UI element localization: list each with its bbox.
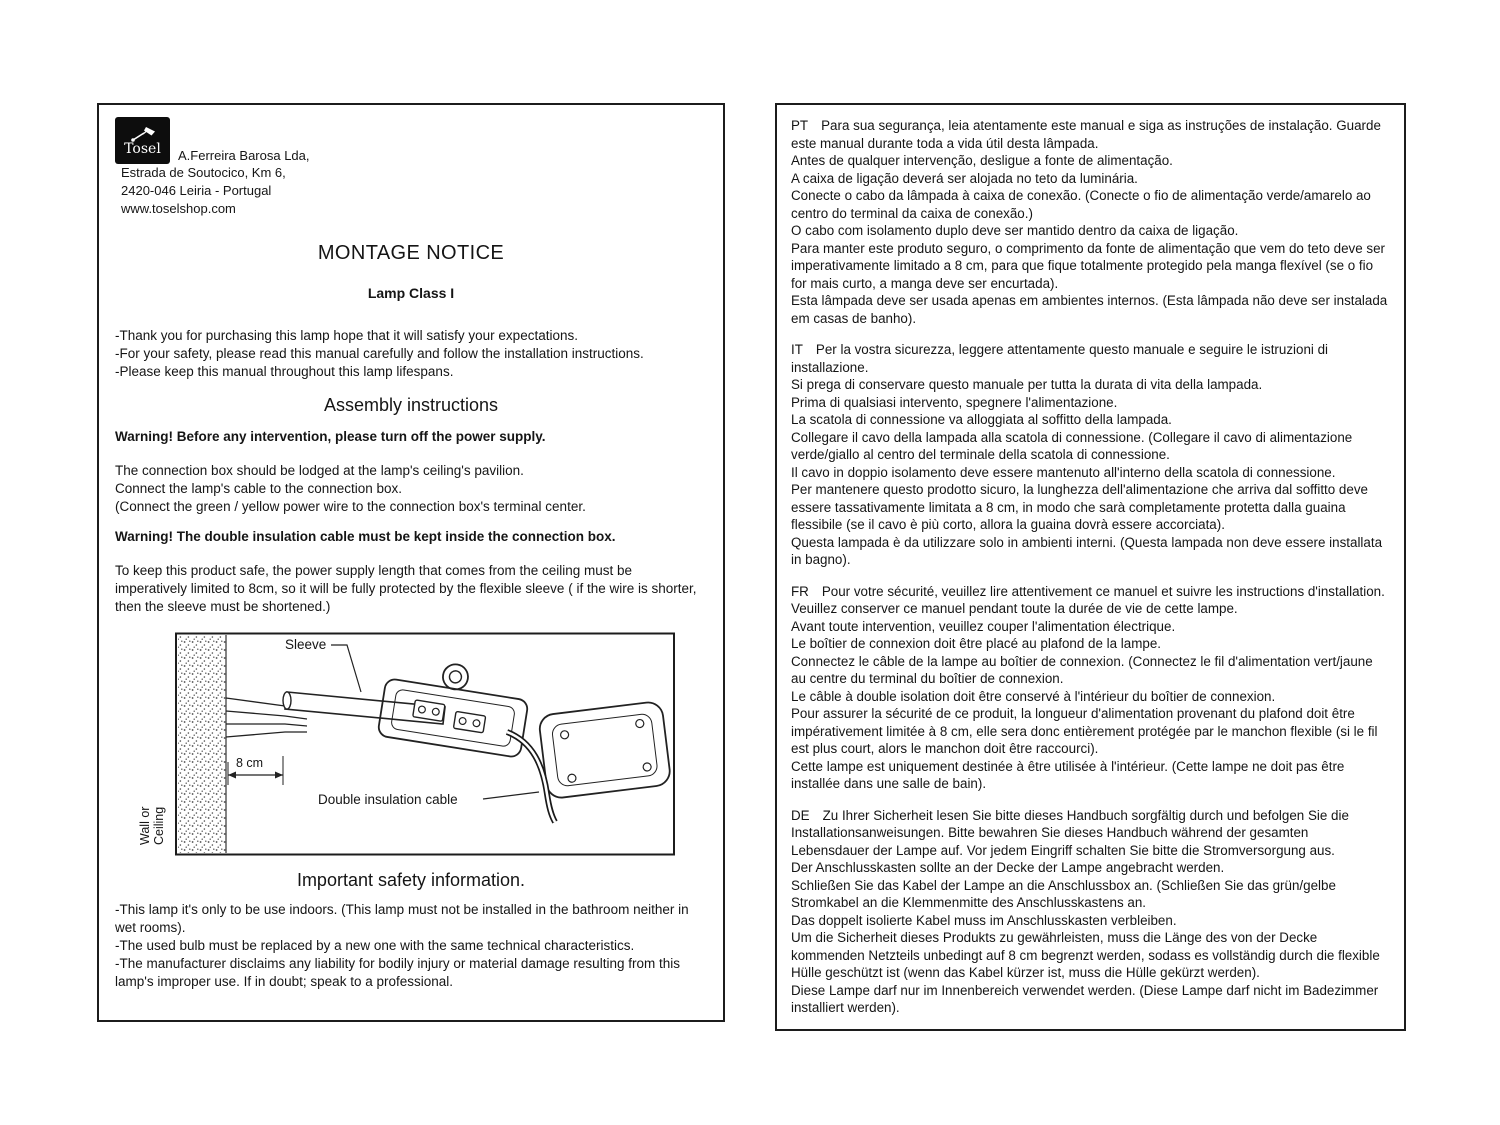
paragraph: Um die Sicherheit dieses Produkts zu gewährleisten, muss die Länge des von der Decke kommenden Netzteils unbedingt auf 8 cm begrenzt werden, sodass es vollständig durch die flexible Hülle geschützt ist (wenn das Kabel kürzer ist, muss die Hülle gekürzt werden). (791, 930, 1380, 980)
svg-text:Ceiling: Ceiling (152, 806, 166, 845)
safety-point: -The used bulb must be replaced by a new one with the same technical characteristics. (115, 938, 635, 953)
svg-text:Wall or: Wall or (138, 806, 152, 845)
section-de (791, 807, 1390, 1017)
paragraph: Para manter este produto seguro, o comprimento da fonte de alimentação que vem do teto deve ser imperativamente limitado a 8 cm, para que fique totalmente protegido pela manga flexível (se o fio for mais curto, a manga deve ser encurtada). (791, 240, 1386, 291)
step-line: (Connect the green / yellow power wire to the connection box's terminal center. (115, 499, 586, 514)
safety-point: -The manufacturer disclaims any liability for bodily injury or material damage resulting from this lamp's improper use. If in doubt; speak to a professional. (115, 956, 680, 989)
assembly-heading: Assembly instructions (323, 395, 499, 415)
sleeve-paragraph: To keep this product safe, the power supply length that comes from the ceiling must be imperatively limited to 8cm, so it will be fully protected by the flexible sleeve ( if the wire is shorter, then the sleeve must be shortened.) (115, 563, 697, 614)
section-it (791, 341, 1390, 569)
document-title: MONTAGE NOTICE (317, 242, 505, 264)
paragraph: La scatola di connessione va alloggiata al soffitto della lampada. (791, 412, 1172, 427)
paragraph: Cette lampe est uniquement destinée à être utilisée à l'intérieur. (Cette lampe ne doit pas être installée dans une salle de bain). (791, 758, 1345, 791)
paragraph: Connectez le câble de la lampe au boîtier de connexion. (Connectez le fil d'alimentation vert/jaune au centre du terminal du boîtier de connexion. (791, 653, 1373, 686)
paragraph: O cabo com isolamento duplo deve ser mantido dentro da caixa de ligação. (791, 223, 1239, 238)
paragraph (791, 583, 1390, 618)
warning-insulation: Warning! The double insulation cable must be kept inside the connection box. (115, 529, 616, 544)
intro-line: -Please keep this manual throughout this lamp lifespans. (115, 364, 454, 379)
section-fr (791, 583, 1390, 793)
right-page-panel (775, 103, 1406, 1031)
section-text: Para sua segurança, leia atentamente este manual e siga as instruções de instalação. Guarde este manual durante toda a vida útil desta lâmpada. (791, 118, 1381, 151)
paragraph: Avant toute intervention, veuillez couper l'alimentation électrique. (791, 618, 1176, 634)
step-line: Connect the lamp's cable to the connection box. (115, 481, 403, 496)
document-subtitle: Lamp Class I (367, 285, 455, 301)
lamp-icon (129, 126, 157, 142)
paragraph: Pour assurer la sécurité de ce produit, la longueur d'alimentation provenant du plafond doit être impérativement limitée à 8 cm, elle sera donc entièrement protégée par le manchon flexible (si le fil est plus court, alors le manchon doit être raccourci). (791, 706, 1378, 756)
paragraph: Der Anschlusskasten sollte an der Decke der Lampe angebracht werden. (791, 860, 1225, 875)
address-line: Estrada de Soutocico, Km 6, (121, 165, 286, 180)
intro-block (115, 327, 707, 381)
paragraph (791, 117, 1390, 152)
paragraph: Esta lâmpada deve ser usada apenas em ambientes internos. (Esta lâmpada não deve ser instalada em casas de banho). (791, 293, 1388, 326)
warning-power-supply: Warning! Before any intervention, please turn off the power supply. (115, 429, 546, 444)
paragraph: Diese Lampe darf nur im Innenbereich verwendet werden. (Diese Lampe darf nicht im Badezimmer installiert werden). (791, 982, 1379, 1015)
paragraph: Le boîtier de connexion doit être placé au plafond de la lampe. (791, 636, 1161, 651)
intro-line: -Thank you for purchasing this lamp hope that it will satisfy your expectations. (115, 328, 578, 343)
paragraph: Conecte o cabo da lâmpada à caixa de conexão. (Conecte o fio de alimentação verde/amarelo ao centro do terminal da caixa de conexão.) (791, 188, 1371, 221)
step-line: The connection box should be lodged at the lamp's ceiling's pavilion. (115, 463, 524, 478)
paragraph (791, 341, 1390, 376)
section-pt (791, 117, 1390, 327)
address-line: 2420-046 Leiria - Portugal (121, 183, 272, 198)
section-text: Zu Ihrer Sicherheit lesen Sie bitte dieses Handbuch sorgfältig durch und befolgen Sie die Installationsanweisungen. Bitte bewahren Sie dieses Handbuch während der gesamten Lebensdauer der Lampe auf. Vor jedem Eingriff schalten Sie bitte die Stromversorgung aus. (791, 807, 1349, 858)
language-code: DE (791, 807, 810, 823)
cover-plate (538, 701, 671, 799)
paragraph: Collegare il cavo della lampada alla scatola di connessione. (Collegare il cavo di alimentazione verde/giallo al centro del terminale della scatola di connessione. (791, 429, 1353, 462)
section-text: Pour votre sécurité, veuillez lire attentivement ce manuel et suivre les instructions d'installation. Veuillez conserver ce manuel pendant toute la durée de vie de cette lampe. (791, 583, 1385, 616)
language-code: FR (791, 583, 809, 599)
paragraph: Il cavo in doppio isolamento deve essere mantenuto all'interno della scatola di connessione. (791, 464, 1336, 480)
letterhead (115, 117, 707, 164)
paragraph: Das doppelt isolierte Kabel muss im Anschlusskasten verbleiben. (791, 912, 1177, 928)
language-code: IT (791, 342, 803, 357)
paragraph: Prima di qualsiasi intervento, spegnere l'alimentazione. (791, 394, 1118, 410)
wall-ceiling-label (138, 807, 166, 845)
paragraph: Si prega di conservare questo manuale per tutta la durata di vita della lampada. (791, 377, 1263, 392)
paragraph: Antes de qualquer intervenção, desligue a fonte de alimentação. (791, 153, 1173, 168)
paragraph: Per mantenere questo prodotto sicuro, la lunghezza dell'alimentazione che arriva dal soffitto deve essere tassativamente limitata a 8 cm, in modo che sarà completamente protetta dalla guaina flessibile (se il cavo è più corto, allora la guaina dovrà essere accorciata). (791, 482, 1368, 532)
website-text: www.toselshop.com (121, 201, 236, 216)
safety-point: -This lamp it's only to be use indoors. (This lamp must not be installed in the bathroom neither in wet rooms). (115, 902, 689, 935)
safety-heading: Important safety information. (296, 870, 526, 890)
svg-text:Sleeve: Sleeve (285, 637, 327, 652)
left-page-panel (97, 103, 725, 1022)
svg-text:Double insulation cable: Double insulation cable (318, 792, 458, 807)
wall-section (178, 635, 226, 853)
logo-wordmark: Tosel (124, 140, 161, 157)
safety-block (115, 901, 707, 991)
section-text: Per la vostra sicurezza, leggere attentamente questo manuale e seguire le istruzioni di installazione. (791, 342, 1329, 375)
svg-text:8 cm: 8 cm (236, 756, 264, 770)
paragraph: Le câble à double isolation doit être conservé à l'intérieur du boîtier de connexion. (791, 688, 1276, 704)
installation-diagram-drawing (135, 632, 677, 856)
intro-line: -For your safety, please read this manual carefully and follow the installation instructions. (115, 346, 644, 361)
paragraph (791, 807, 1390, 860)
connection-steps (115, 462, 707, 516)
language-code: PT (791, 118, 809, 133)
company-name: A.Ferreira Barosa Lda, (178, 148, 310, 163)
paragraph: Schließen Sie das Kabel der Lampe an die Anschlussbox an. (Schließen Sie das grün/gelbe Stromkabel an die Klemmenmitte des Anschlusskastens an. (791, 877, 1336, 910)
paragraph: A caixa de ligação deverá ser alojada no teto da luminária. (791, 170, 1138, 186)
installation-diagram (135, 632, 677, 856)
paragraph: Questa lampada è da utilizzare solo in ambienti interni. (Questa lampada non deve essere installata in bagno). (791, 534, 1383, 567)
tosel-logo (115, 117, 170, 164)
